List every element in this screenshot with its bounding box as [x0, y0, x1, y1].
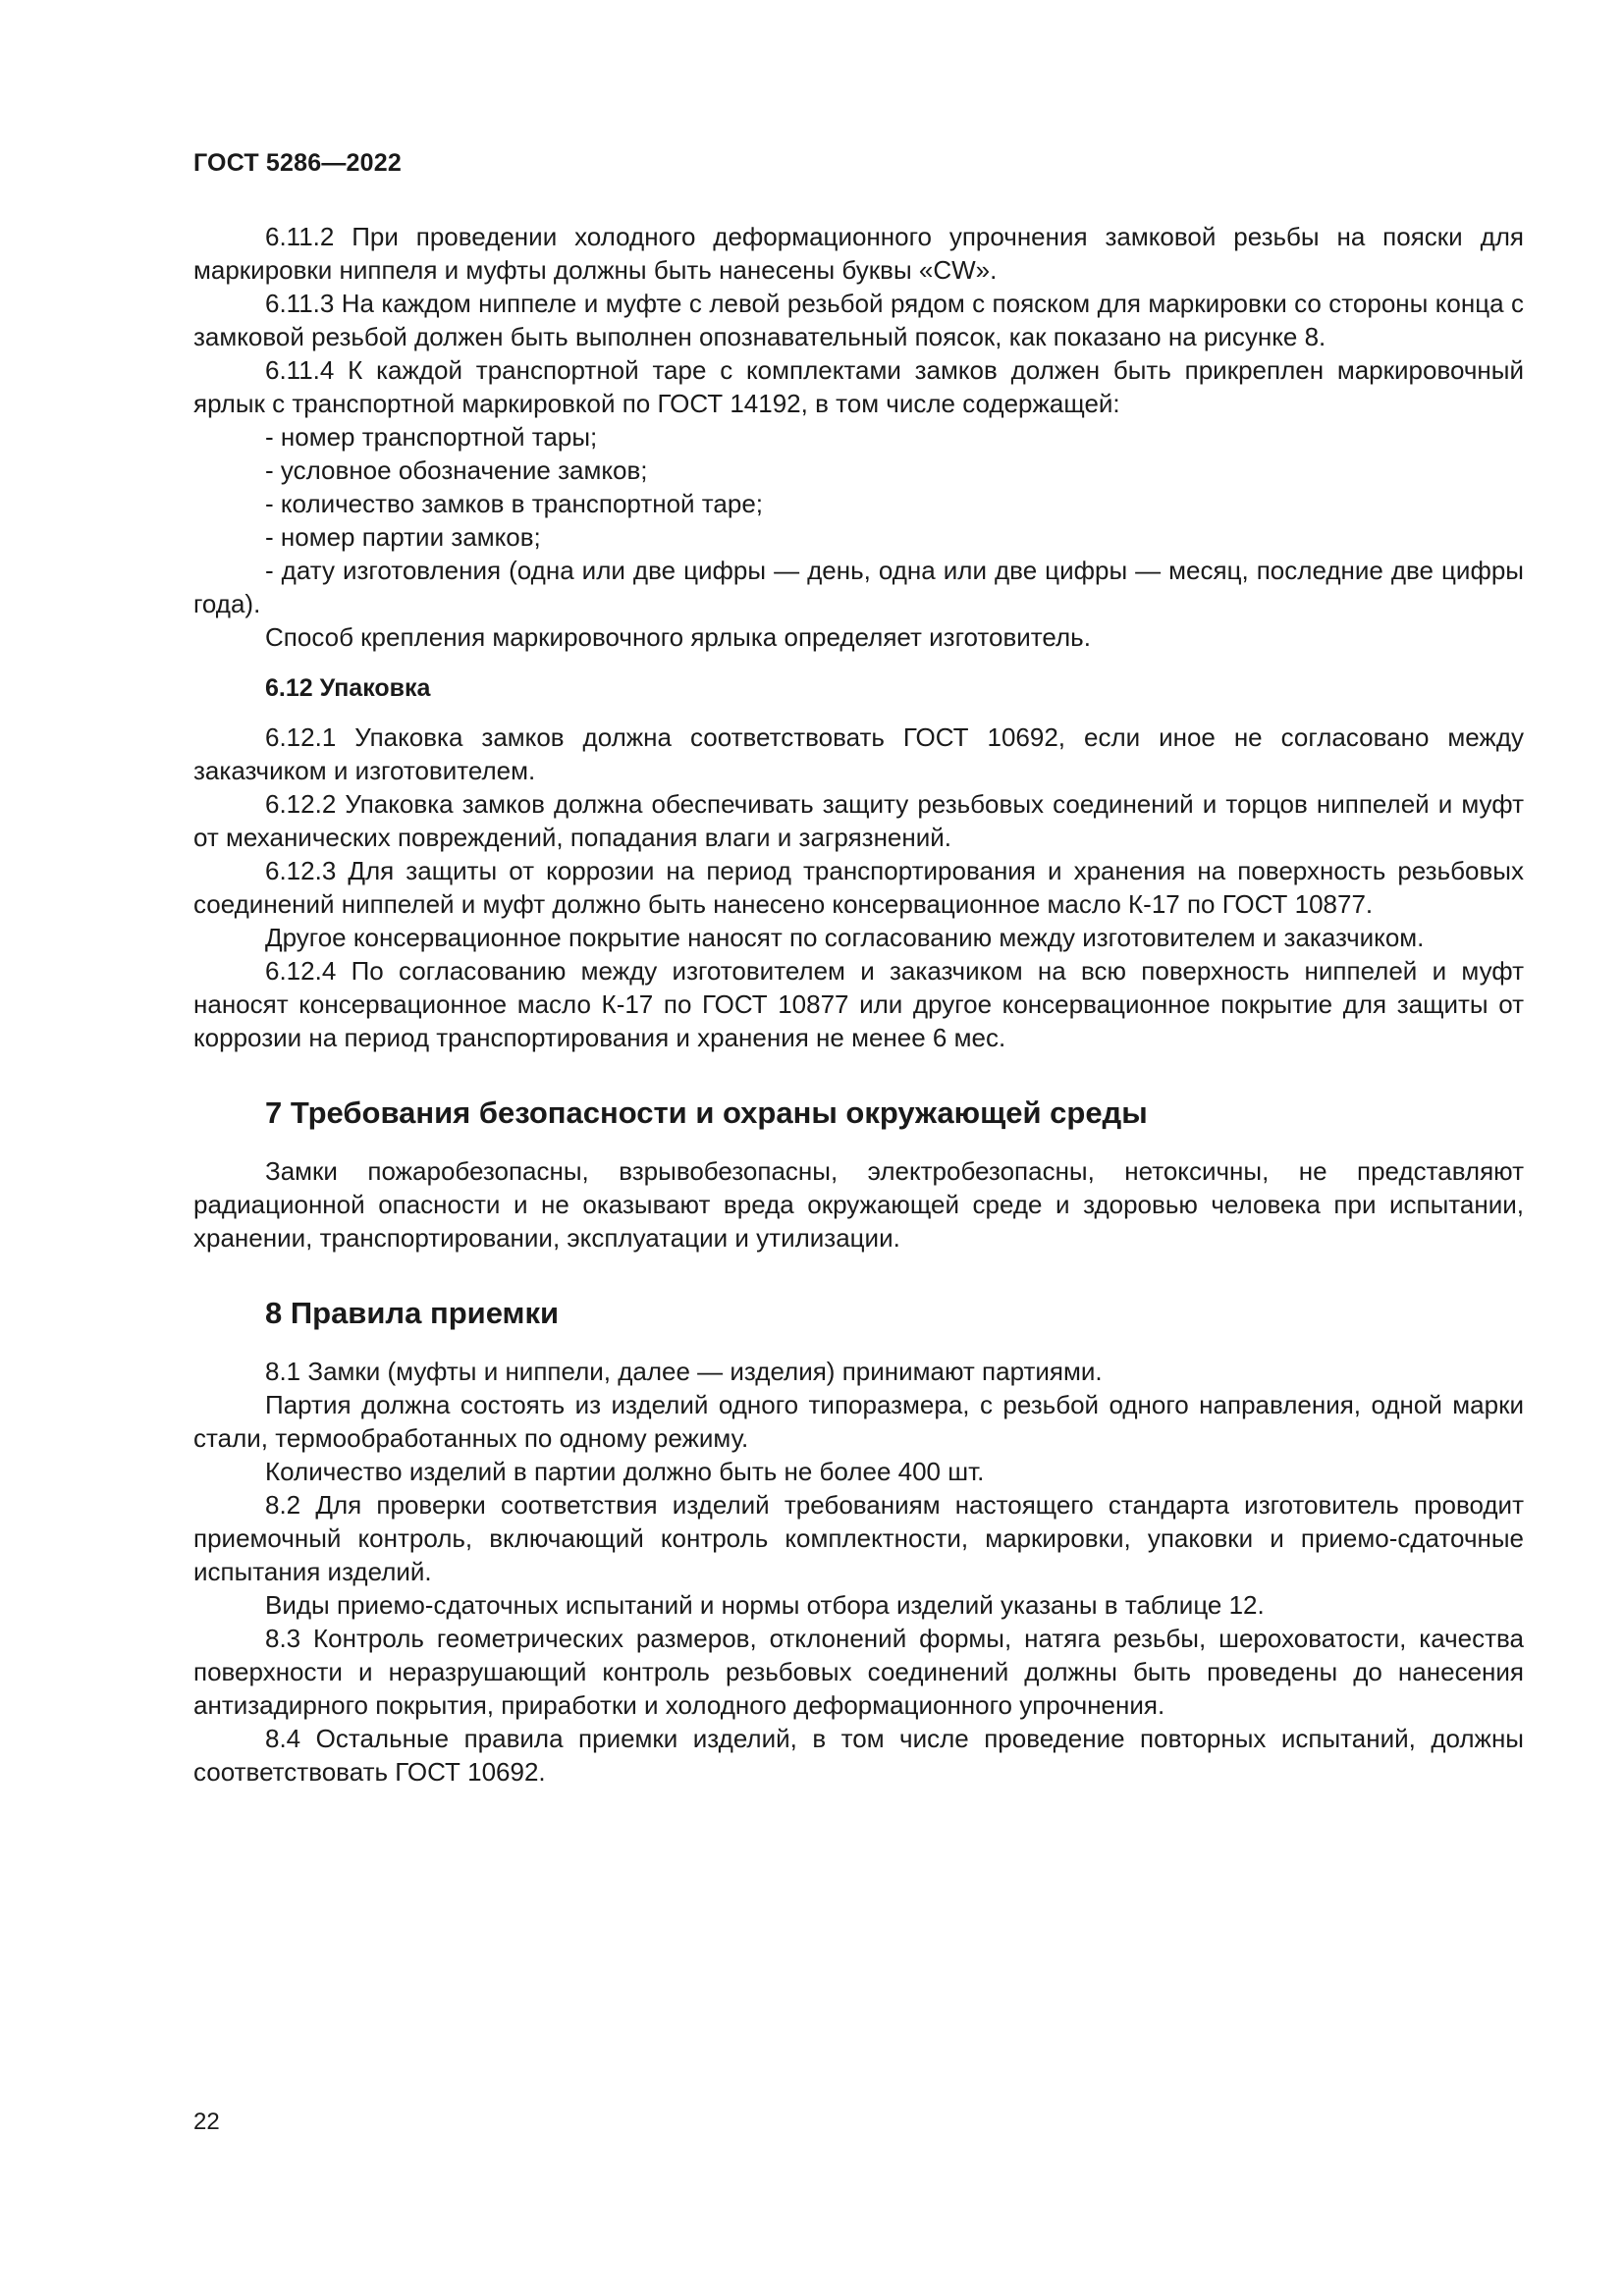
page-number: 22 [193, 2109, 220, 2135]
document-header: ГОСТ 5286—2022 [193, 149, 402, 177]
paragraph-6-12-4: 6.12.4 По согласованию между изготовителем и заказчиком на всю поверхность ниппелей и муфт наносят консервационное масло К-17 по ГОСТ 10877 или другое консервационное покрытие для защиты от коррозии на период транспортирования и хранения не менее 6 мес. [193, 956, 1524, 1052]
list-item: - условное обозначение замков; [265, 455, 648, 485]
section-title-7: 7 Требования безопасности и охраны окружающей среды [265, 1095, 1148, 1130]
section-title-8: 8 Правила приемки [265, 1296, 560, 1330]
page-body [193, 220, 1524, 1789]
paragraph-6-12-1: 6.12.1 Упаковка замков должна соответствовать ГОСТ 10692, если иное не согласовано между заказчиком и изготовителем. [193, 722, 1524, 785]
paragraph-test-types: Виды приемо-сдаточных испытаний и нормы отбора изделий указаны в таблице 12. [265, 1590, 1265, 1620]
paragraph-6-11-2: 6.11.2 При проведении холодного деформационного упрочнения замковой резьбы на пояски для маркировки ниппеля и муфты должны быть нанесены буквы «CW». [193, 222, 1524, 285]
list-item: - количество замков в транспортной таре; [265, 489, 764, 518]
paragraph-8-1: 8.1 Замки (муфты и ниппели, далее — изделия) принимают партиями. [265, 1357, 1103, 1386]
paragraph-fastening: Способ крепления маркировочного ярлыка определяет изготовитель. [265, 622, 1091, 652]
list-item: - дату изготовления (одна или две цифры — день, одна или две цифры — месяц, последние две цифры года). [193, 556, 1524, 618]
paragraph-other-coating: Другое консервационное покрытие наносят по согласованию между изготовителем и заказчиком. [265, 923, 1425, 952]
paragraph-batch: Партия должна состоять из изделий одного типоразмера, с резьбой одного направления, одной марки стали, термообработанных по одному режиму. [193, 1390, 1524, 1453]
paragraph-6-12-3: 6.12.3 Для защиты от коррозии на период транспортирования и хранения на поверхность резьбовых соединений ниппелей и муфт должно быть нанесено консервационное масло К-17 по ГОСТ 10877. [193, 856, 1524, 919]
paragraph-8-4: 8.4 Остальные правила приемки изделий, в том числе проведение повторных испытаний, должны соответствовать ГОСТ 10692. [193, 1724, 1524, 1787]
subsection-title-6-12: 6.12 Упаковка [265, 674, 431, 702]
paragraph-batch-quantity: Количество изделий в партии должно быть не более 400 шт. [265, 1457, 985, 1486]
list-item: - номер партии замков; [265, 522, 541, 552]
paragraph-6-11-3: 6.11.3 На каждом ниппеле и муфте с левой резьбой рядом с пояском для маркировки со стороны конца с замковой резьбой должен быть выполнен опознавательный поясок, как показано на рисунке 8. [193, 289, 1524, 351]
list-item: - номер транспортной тары; [265, 422, 598, 452]
paragraph-8-2: 8.2 Для проверки соответствия изделий требованиям настоящего стандарта изготовитель проводит приемочный контроль, включающий контроль комплектности, маркировки, упаковки и приемо-сдаточные испытания изделий. [193, 1490, 1524, 1586]
paragraph-8-3: 8.3 Контроль геометрических размеров, отклонений формы, натяга резьбы, шероховатости, качества поверхности и неразрушающий контроль резьбовых соединений должны быть проведены до нанесения антизадирного покрытия, приработки и холодного деформационного упрочнения. [193, 1624, 1524, 1720]
paragraph-6-11-4: 6.11.4 К каждой транспортной таре с комплектами замков должен быть прикреплен маркировочный ярлык с транспортной маркировкой по ГОСТ 14192, в том числе содержащей: [193, 355, 1524, 418]
paragraph-6-12-2: 6.12.2 Упаковка замков должна обеспечивать защиту резьбовых соединений и торцов ниппелей и муфт от механических повреждений, попадания влаги и загрязнений. [193, 789, 1524, 852]
paragraph-7: Замки пожаробезопасны, взрывобезопасны, электробезопасны, нетоксичны, не представляют радиационной опасности и не оказывают вреда окружающей среде и здоровью человека при испытании, хранении, транспортировании, эксплуатации и утилизации. [193, 1156, 1524, 1253]
